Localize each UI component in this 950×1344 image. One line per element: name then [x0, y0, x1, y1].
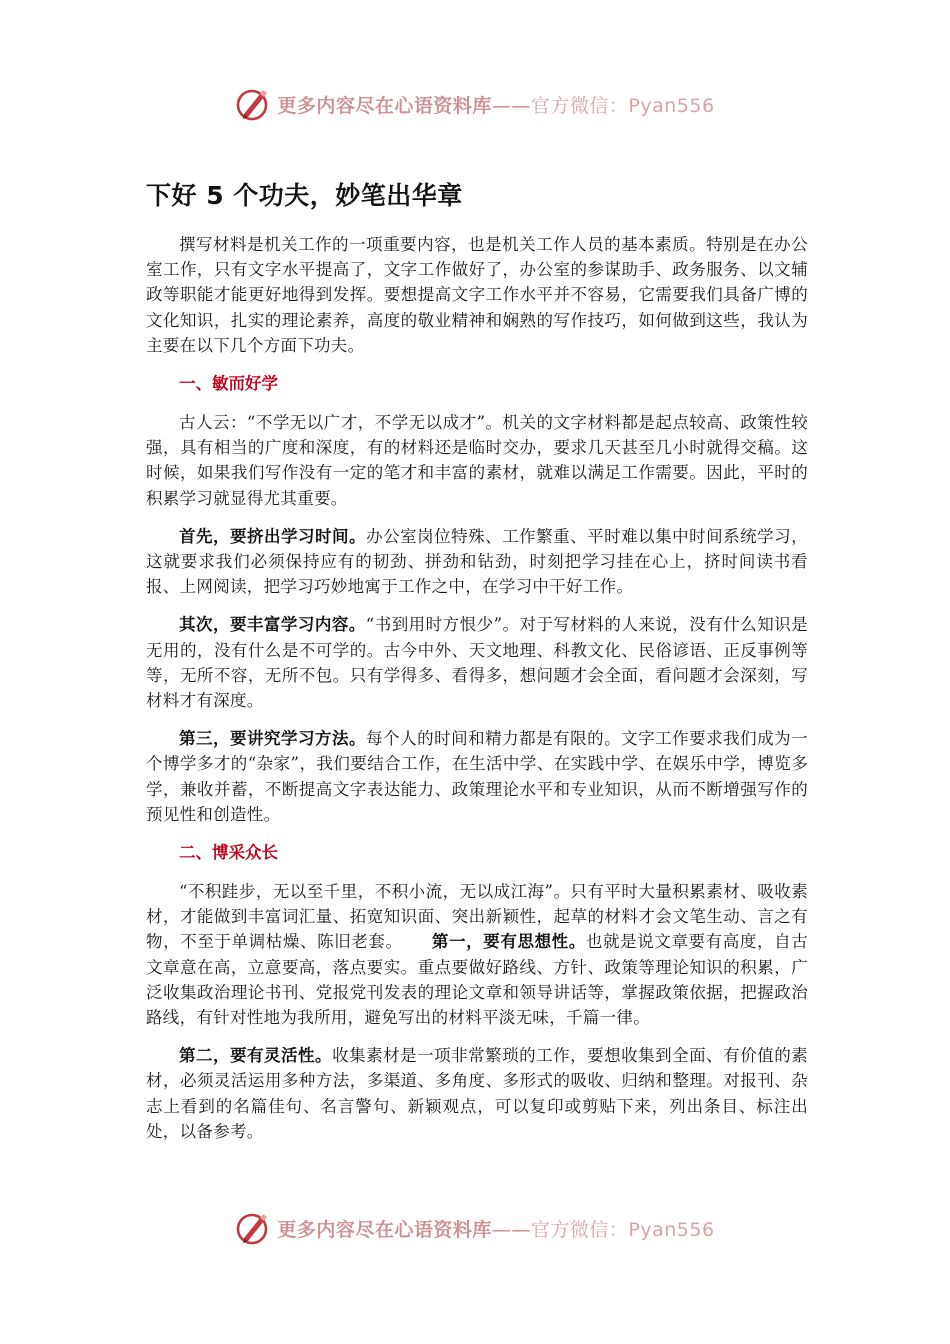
section1-lead-1: 首先，要挤出学习时间。	[179, 526, 367, 546]
section1-paragraph-2	[146, 524, 808, 600]
section2-lead-1: 第一，要有思想性。	[431, 932, 586, 952]
watermark-wechat: 官方微信：Pyan556	[530, 1218, 715, 1241]
watermark-wechat: 官方微信：Pyan556	[530, 94, 715, 117]
intro-paragraph: 撰写材料是机关工作的一项重要内容，也是机关工作人员的基本素质。特别是在办公室工作，只有文字水平提高了，文字工作做好了，办公室的参谋助手、政务服务、以文辅政等职能才能更好地得到发挥。要想提高文字工作水平并不容易，它需要我们具备广博的文化知识，扎实的理论素养，高度的敬业精神和娴熟的写作技巧，如何做到这些，我认为主要在以下几个方面下功夫。	[146, 235, 808, 355]
watermark-text	[277, 91, 714, 118]
section2-text-1-tail: 也就是说文章要有高度，自古文章意在高，立意要高，落点要实。重点要做好路线、方针、政策等理论知识的积累，广泛收集政治理论书刊、党报党刊发表的理论文章和领导讲话等，掌握政策依据，把握政治路线，有针对性地为我所用，避免写出的材料平淡无味，千篇一律。	[146, 932, 809, 1028]
section2-paragraph-1	[146, 879, 808, 1030]
section1-paragraph-4	[146, 726, 808, 827]
pen-logo-icon	[235, 86, 271, 122]
watermark-brand: 更多内容尽在心语资料库	[277, 1218, 492, 1241]
watermark-dash: ——	[491, 1218, 531, 1241]
document-title: 下好 5 个功夫，妙笔出华章	[146, 181, 463, 210]
section2-text-1: “不积跬步，无以至千里，不积小流，无以成江海”。只有平时大量积累素材、吸收素材，才能做到丰富词汇量、拓宽知识面、突出新颖性，起草的材料才会文笔生动、言之有物，不至于单调枯燥、陈旧老套。	[146, 882, 808, 952]
footer-watermark-banner	[0, 1208, 950, 1248]
section1-lead-3: 第三，要讲究学习方法。	[179, 729, 367, 749]
watermark-text	[277, 1215, 714, 1242]
header-watermark-banner	[0, 84, 950, 124]
document-body	[146, 232, 808, 1157]
section2-paragraph-2	[146, 1043, 808, 1144]
section1-text-2: 办公室岗位特殊、工作繁重、平时难以集中时间系统学习，这就要求我们必须保持应有的韧劲、拼劲和钻劲，时刻把学习挂在心上，挤时间读书看报、上网阅读，把学习巧妙地寓于工作之中，在学习中干好工作。	[146, 526, 808, 597]
section-heading-1: 一、敏而好学	[179, 374, 278, 394]
section2-text-2: 收集素材是一项非常繁琐的工作，要想收集到全面、有价值的素材，必须灵活运用多种方法，多渠道、多角度、多形式的吸收、归纳和整理。对报刊、杂志上看到的名篇佳句、名言警句、新颖观点，可以复印或剪贴下来，列出条目、标注出处，以备参考。	[146, 1046, 809, 1141]
pen-logo-icon	[235, 1210, 271, 1246]
section2-lead-2: 第二，要有灵活性。	[179, 1046, 333, 1066]
watermark-dash: ——	[491, 94, 531, 117]
section-heading-2: 二、博采众长	[179, 843, 278, 863]
section1-lead-2: 其次，要丰富学习内容。	[179, 615, 366, 635]
watermark-brand: 更多内容尽在心语资料库	[277, 94, 492, 117]
section1-text-4: 每个人的时间和精力都是有限的。文字工作要求我们成为一个博学多才的“杂家”，我们要结合工作，在生活中学、在实践中学、在娱乐中学，博览多学，兼收并蓄，不断提高文字表达能力、政策理论水平和专业知识，从而不断增强写作的预见性和创造性。	[146, 729, 808, 824]
section1-paragraph-3	[146, 612, 808, 713]
section1-paragraph-1: 古人云：“不学无以广才，不学无以成才”。机关的文字材料都是起点较高、政策性较强，具有相当的广度和深度，有的材料还是临时交办，要求几天甚至几小时就得交稿。这时候，如果我们写作没有一定的笔才和丰富的素材，就难以满足工作需要。因此，平时的积累学习就显得尤其重要。	[146, 413, 808, 508]
section1-text-3: “书到用时方恨少”。对于写材料的人来说，没有什么知识是无用的，没有什么是不可学的。古今中外、天文地理、科教文化、民俗谚语、正反事例等等，无所不容，无所不包。只有学得多、看得多，想问题才会全面，看问题才会深刻，写材料才有深度。	[146, 615, 808, 711]
